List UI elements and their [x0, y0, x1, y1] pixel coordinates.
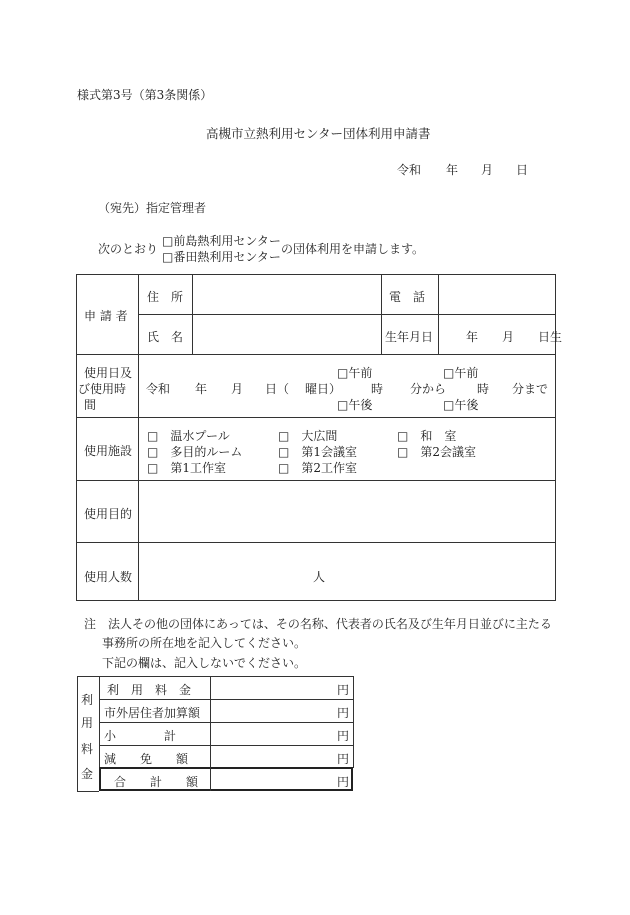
- form-title: 高槻市立熱利用センター団体利用申請書: [206, 126, 431, 141]
- phone-field[interactable]: [444, 282, 550, 310]
- name-field[interactable]: [197, 322, 377, 350]
- usage-end-hour: 時: [477, 382, 490, 396]
- usage-end-minute: 分まで: [512, 382, 549, 396]
- fee-row-reduction-label: 減 免 額: [104, 752, 189, 766]
- facility-workshop-2-checkbox[interactable]: □ 第2工作室: [278, 461, 357, 475]
- fee-row-surcharge-unit: 円: [337, 706, 350, 720]
- people-field[interactable]: [142, 547, 312, 597]
- fee-side-char-3: 料: [81, 742, 94, 756]
- facility-japanese-room-checkbox[interactable]: □ 和 室: [397, 429, 457, 443]
- date-year: 年: [446, 163, 459, 177]
- intro-option-banda[interactable]: □番田熱利用センター: [162, 250, 281, 264]
- addressee: （宛先）指定管理者: [98, 201, 207, 215]
- facility-multipurpose-checkbox[interactable]: □ 多目的ルーム: [147, 445, 243, 459]
- fee-row-total-unit: 円: [337, 775, 350, 789]
- address-field[interactable]: [197, 282, 377, 310]
- fee-side-char-1: 利: [81, 693, 94, 707]
- usage-start-minute: 分から: [410, 382, 447, 396]
- fee-row-total-label: 合 計 額: [114, 775, 199, 789]
- usage-weekday: 曜日）: [305, 382, 342, 396]
- intro-option-maejima[interactable]: □前島熱利用センター: [162, 234, 281, 248]
- fee-row-usage-unit: 円: [337, 683, 350, 697]
- date-day: 日: [516, 163, 529, 177]
- intro-prefix: 次のとおり: [98, 242, 159, 256]
- note-line-2: 事務所の所在地を記入してください。: [102, 636, 307, 650]
- usage-year: 年: [195, 382, 208, 396]
- birthdate-label: 生年月日: [385, 330, 434, 344]
- facility-workshop-1-checkbox[interactable]: □ 第1工作室: [147, 461, 226, 475]
- purpose-field[interactable]: [142, 484, 550, 538]
- usage-datetime-label-1: 使用日及: [84, 366, 133, 380]
- start-am-checkbox[interactable]: □午前: [337, 366, 373, 380]
- end-am-checkbox[interactable]: □午前: [443, 366, 479, 380]
- usage-datetime-label-2: び使用時: [78, 382, 127, 396]
- usage-day: 日（: [265, 382, 290, 396]
- name-label: 氏 名: [147, 330, 184, 344]
- facility-meeting-1-checkbox[interactable]: □ 第1会議室: [278, 445, 357, 459]
- fee-side-char-2: 用: [81, 716, 94, 730]
- usage-datetime-label-3: 間: [84, 398, 97, 412]
- usage-start-hour: 時: [371, 382, 384, 396]
- fee-side-char-4: 金: [81, 767, 94, 781]
- fee-row-reduction-unit: 円: [337, 752, 350, 766]
- purpose-label: 使用目的: [84, 507, 133, 521]
- start-pm-checkbox[interactable]: □午後: [337, 398, 373, 412]
- fee-row-surcharge-label: 市外居住者加算額: [104, 706, 201, 720]
- fee-row-usage-label: 利 用 料 金: [107, 683, 192, 697]
- facility-hall-checkbox[interactable]: □ 大広間: [278, 429, 338, 443]
- facility-meeting-2-checkbox[interactable]: □ 第2会議室: [397, 445, 476, 459]
- note-line-1: 注 法人その他の団体にあっては、その名称、代表者の氏名及び生年月日並びに主たる: [84, 617, 552, 631]
- people-unit: 人: [313, 570, 326, 584]
- usage-month: 月: [231, 382, 244, 396]
- fee-row-subtotal-unit: 円: [337, 729, 350, 743]
- note-line-3: 下記の欄は、記入しないでください。: [102, 656, 307, 670]
- intro-suffix: の団体利用を申請します。: [281, 242, 425, 256]
- facilities-label: 使用施設: [84, 444, 133, 458]
- usage-era: 令和: [146, 382, 171, 396]
- address-label: 住 所: [147, 290, 184, 304]
- date-era: 令和: [397, 163, 422, 177]
- birthdate-value[interactable]: 年 月 日生: [466, 330, 563, 344]
- facility-pool-checkbox[interactable]: □ 温水プール: [147, 429, 230, 443]
- people-label: 使用人数: [84, 570, 133, 584]
- fee-row-subtotal-label: 小 計: [104, 729, 177, 743]
- form-number: 様式第3号（第3条関係）: [77, 88, 213, 102]
- date-month: 月: [481, 163, 494, 177]
- applicant-label: 申 請 者: [84, 309, 128, 323]
- phone-label: 電 話: [389, 290, 426, 304]
- end-pm-checkbox[interactable]: □午後: [443, 398, 479, 412]
